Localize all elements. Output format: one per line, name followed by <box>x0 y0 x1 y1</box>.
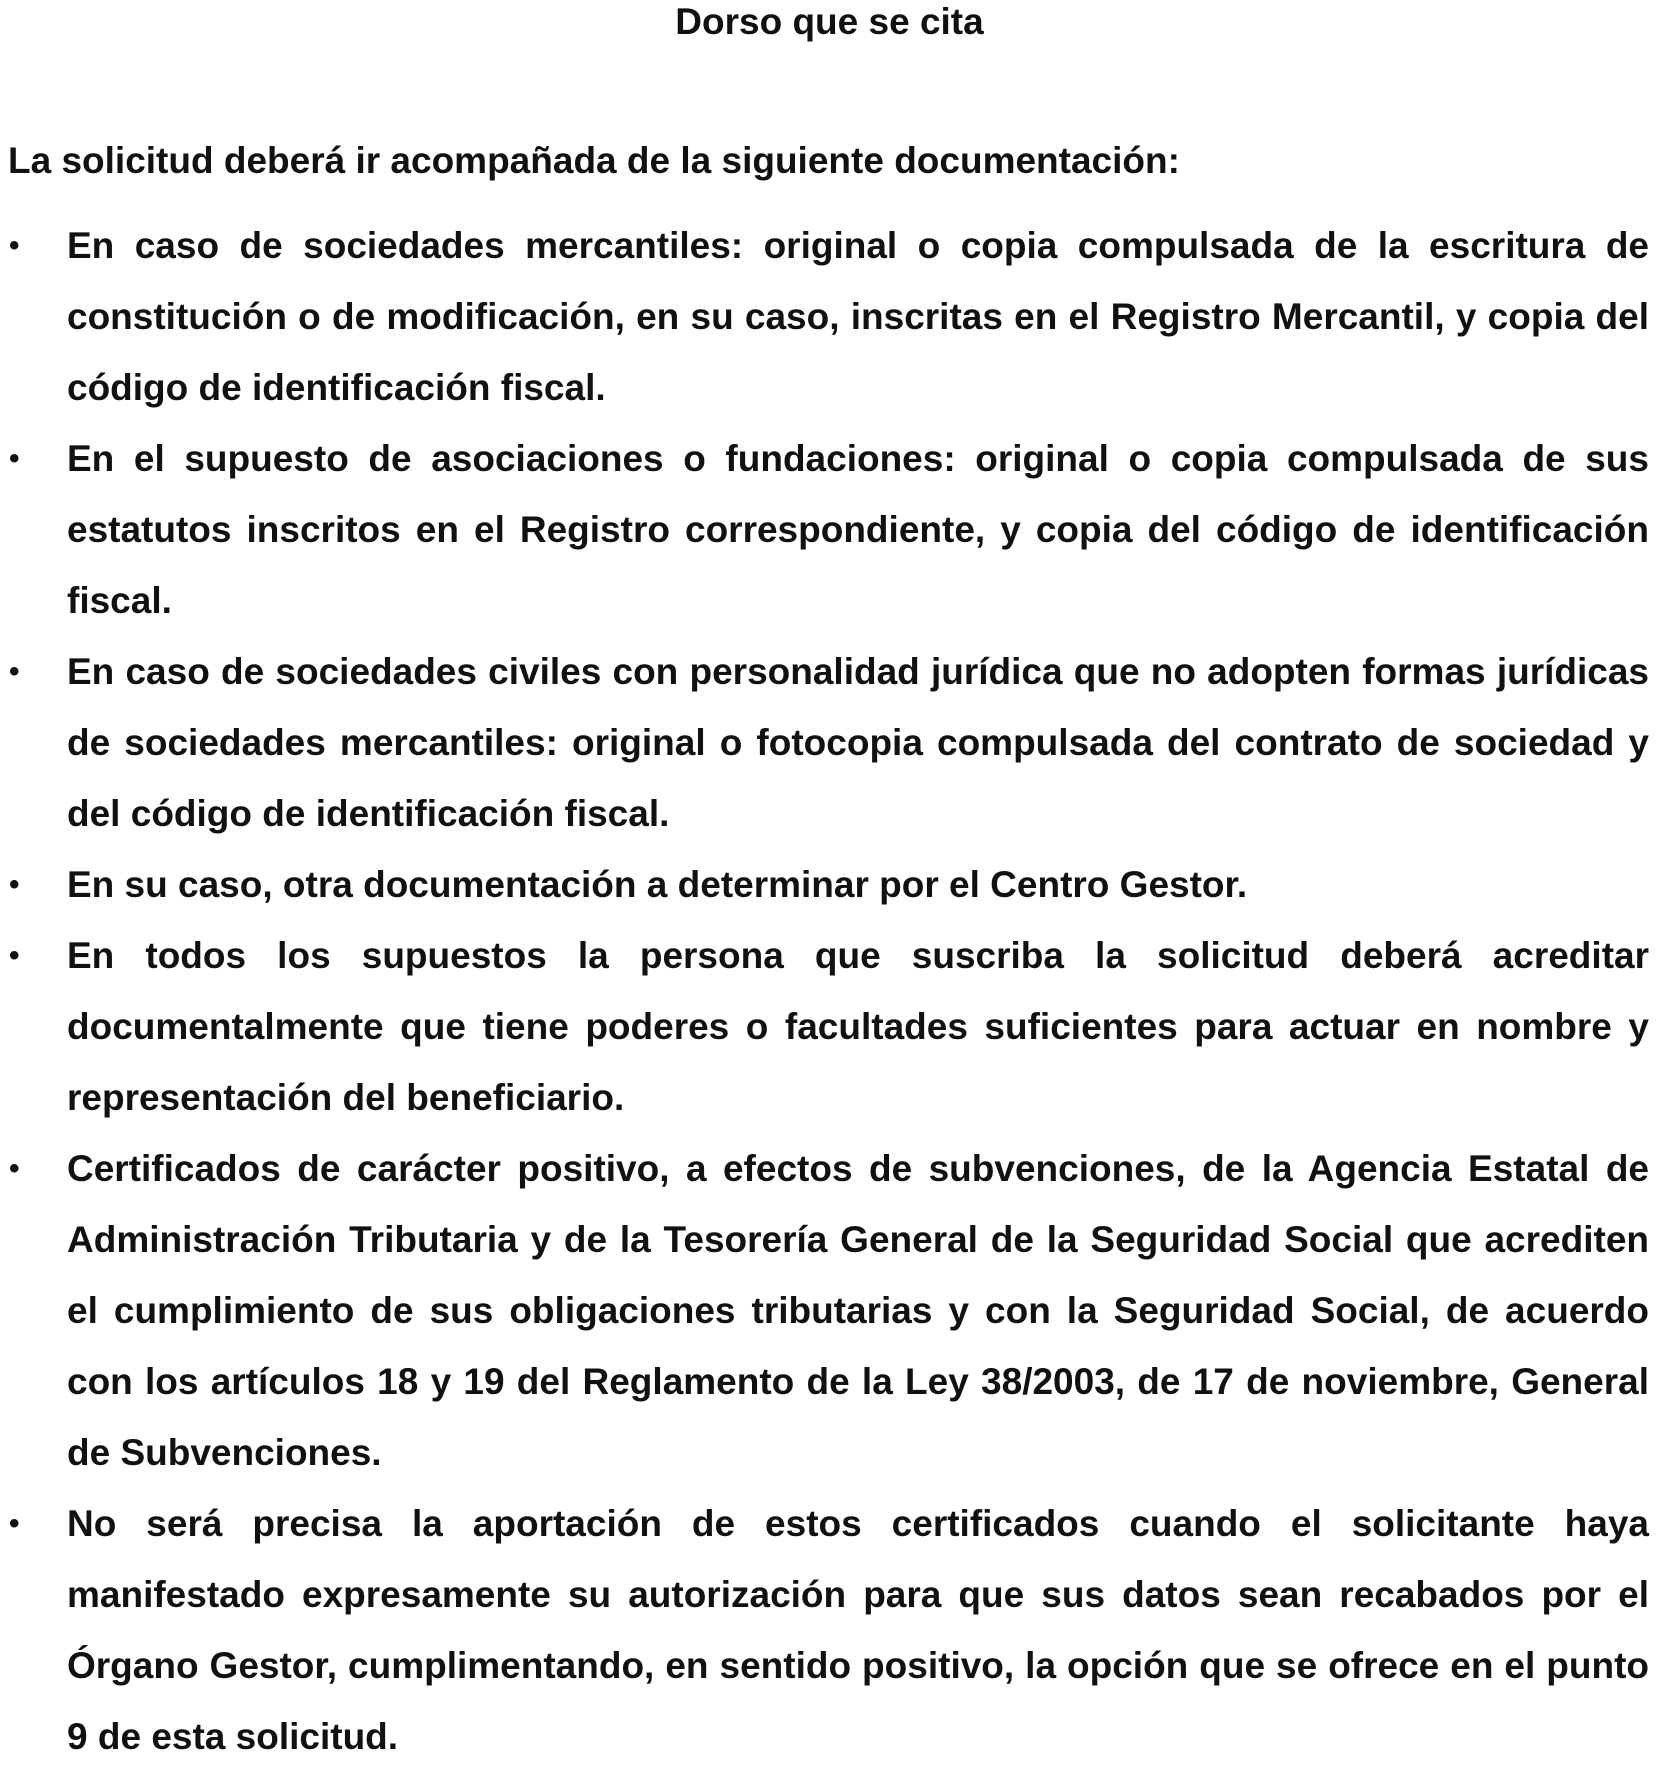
bullet-icon: • <box>9 1152 20 1185</box>
list-item-text: En todos los supuestos la persona que suscriba la solicitud deberá acreditar documentalmente que tiene poderes o facultades suficientes para actuar en nombre y representación del beneficiario. <box>67 935 1649 1118</box>
list-item-text: En el supuesto de asociaciones o fundaciones: original o copia compulsada de sus estatutos inscritos en el Registro correspondiente, y copia del código de identificación fiscal. <box>67 438 1649 621</box>
list-item-text: En su caso, otra documentación a determinar por el Centro Gestor. <box>67 864 1248 905</box>
bullet-icon: • <box>9 442 20 475</box>
bullet-icon: • <box>9 655 20 688</box>
list-item <box>0 636 1659 849</box>
bullet-icon: • <box>9 939 20 972</box>
list-item-text: En caso de sociedades mercantiles: original o copia compulsada de la escritura de constitución o de modificación, en su caso, inscritas en el Registro Mercantil, y copia del código de identificación fiscal. <box>67 225 1649 408</box>
list-item-text: En caso de sociedades civiles con personalidad jurídica que no adopten formas jurídicas de sociedades mercantiles: original o fotocopia compulsada del contrato de sociedad y del código de identificación fiscal. <box>67 651 1649 834</box>
list-item <box>0 920 1659 1133</box>
bullet-icon: • <box>9 1507 20 1540</box>
list-item <box>0 423 1659 636</box>
list-item <box>0 1488 1659 1772</box>
list-item-text: Certificados de carácter positivo, a efectos de subvenciones, de la Agencia Estatal de Administración Tributaria y de la Tesorería General de la Seguridad Social que acrediten el cumplimiento de sus obligaciones tributarias y con la Seguridad Social, de acuerdo con los artículos 18 y 19 del Reglamento de la Ley 38/2003, de 17 de noviembre, General de Subvenciones. <box>67 1148 1649 1473</box>
intro-paragraph: La solicitud deberá ir acompañada de la siguiente documentación: <box>8 140 1180 181</box>
bullet-icon: • <box>9 868 20 901</box>
bullet-icon: • <box>9 229 20 262</box>
list-item-text: No será precisa la aportación de estos certificados cuando el solicitante haya manifestado expresamente su autorización para que sus datos sean recabados por el Órgano Gestor, cumplimentando, en sentido positivo, la opción que se ofrece en el punto 9 de esta solicitud. <box>67 1503 1649 1757</box>
list-item <box>0 210 1659 423</box>
document-title: Dorso que se cita <box>675 1 984 42</box>
list-item <box>0 849 1659 920</box>
list-item <box>0 1133 1659 1488</box>
requirements-list <box>0 210 1659 1772</box>
